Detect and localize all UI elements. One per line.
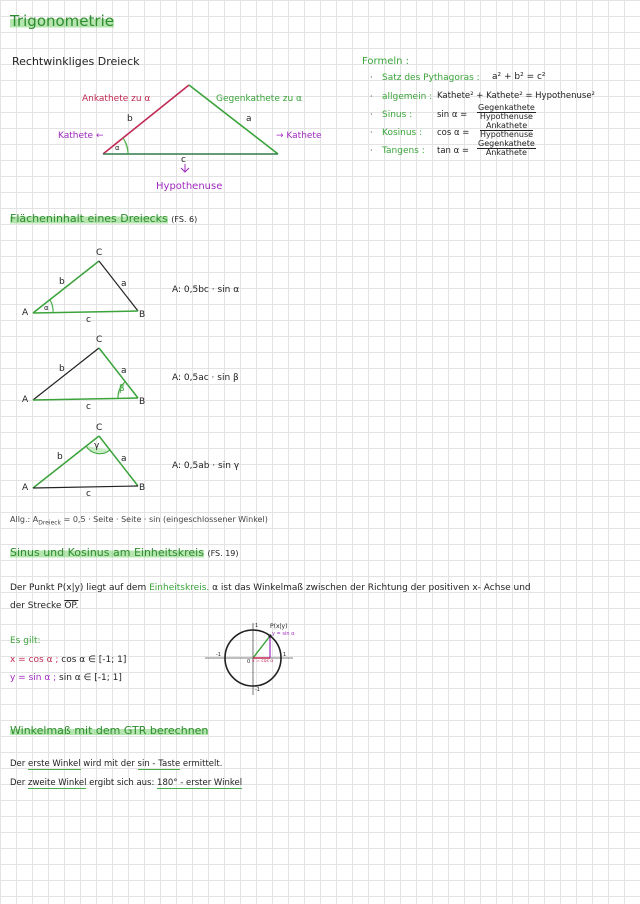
area-general-sub: Dreieck — [38, 519, 62, 527]
side-c-label: c — [181, 155, 186, 165]
t2-side-a-label: a — [121, 366, 127, 376]
unit-circle-heading-text: Sinus und Kosinus am Einheitskreis — [10, 546, 204, 559]
alpha-label: α — [115, 144, 120, 152]
gtr-line-1 — [10, 760, 222, 769]
bullet: · — [370, 92, 373, 101]
sin-range-rest: sin α ∈ [-1; 1] — [59, 673, 122, 683]
minus-one-bottom-label: -1 — [255, 687, 260, 693]
sin-numerator: Gegenkathete — [478, 103, 535, 112]
t1-side-c-label: c — [86, 315, 91, 325]
t2-vertex-a: A — [22, 395, 29, 405]
cos-denominator: Hypothenuse — [480, 130, 534, 139]
tan-numerator: Gegenkathete — [478, 139, 535, 148]
unit-circle-text-1: Der Punkt P(x|y) liegt auf dem — [10, 583, 147, 593]
cos-left: cos α = — [437, 128, 470, 138]
unit-circle-link: Einheitskreis. — [149, 583, 210, 593]
tan-denominator: Ankathete — [485, 148, 527, 157]
gtr-heading: Winkelmaß mit dem GTR berechnen — [10, 724, 209, 737]
t3-side-b-label: b — [57, 452, 63, 462]
tan-left: tan α = — [437, 146, 470, 156]
cos-label: Kosinus : — [382, 128, 423, 138]
unit-circle-heading-ref: (FS. 19) — [207, 549, 239, 558]
pythagoras-label: Satz des Pythagoras : — [382, 73, 480, 83]
t3-side-a-label: a — [121, 454, 127, 464]
t2-side-b-label: b — [59, 364, 65, 374]
area-formula-3: A: 0,5ab · sin γ — [172, 461, 240, 471]
kathete-left-label: Kathete ← — [58, 131, 104, 141]
pythagoras-value: a² + b² = c² — [492, 72, 546, 82]
area-heading-ref: (FS. 6) — [171, 215, 198, 224]
bullet: · — [370, 110, 373, 119]
general-value: Kathete² + Kathete² = Hypothenuse² — [437, 91, 595, 101]
gtr-line1-u2: sin - Taste — [137, 759, 181, 769]
gtr-line1-a: Der — [10, 759, 26, 769]
area-formula-1: A: 0,5bc · sin α — [172, 285, 240, 295]
page-title: Trigonometrie — [10, 12, 114, 30]
bullet: · — [370, 128, 373, 137]
t3-vertex-b: B — [139, 483, 146, 493]
radius-op — [253, 636, 270, 658]
y-sin-label: y = sin α — [272, 631, 295, 637]
t2-vertex-c: C — [96, 335, 103, 345]
gtr-line2-u: zweite Winkel — [27, 778, 87, 788]
zero-label: 0 — [247, 659, 251, 665]
kathete-right-label: → Kathete — [276, 131, 322, 141]
bullet: · — [370, 146, 373, 155]
gtr-line2-u2: 180° - erster Winkel — [157, 778, 243, 788]
t1-side-a-label: a — [121, 279, 127, 289]
t3-vertex-a: A — [22, 483, 29, 493]
one-right-label: 1 — [283, 652, 287, 658]
gtr-line-2 — [10, 779, 242, 788]
x-cos-label: x = cos α — [252, 659, 274, 664]
gtr-line2-a: Der — [10, 778, 26, 788]
side-b-label: b — [127, 114, 133, 124]
formulas-heading: Formeln : — [362, 56, 410, 67]
t1-side-b-label: b — [59, 277, 65, 287]
gtr-line1-c: ermittelt. — [182, 759, 223, 769]
t1-alpha-label: α — [44, 304, 49, 312]
area-heading-text: Flächeninhalt eines Dreiecks — [10, 212, 168, 225]
sin-denominator: Hypothenuse — [479, 112, 533, 121]
unit-circle-op: OP. — [64, 601, 79, 611]
right-triangle-heading: Rechtwinkliges Dreieck — [12, 55, 140, 68]
es-gilt: Es gilt: — [10, 636, 41, 646]
unit-circle-text-2: α ist das Winkelmaß zwischen der Richtung der positiven x- Achse und — [212, 583, 531, 593]
t3-side-c-label: c — [86, 489, 91, 499]
t1-vertex-a: A — [22, 308, 29, 318]
t3-vertex-c: C — [96, 423, 103, 433]
tan-label: Tangens : — [382, 146, 425, 156]
point-p-label: P(x|y) — [270, 623, 288, 630]
cos-range-colored: x = cos α ; — [10, 655, 59, 665]
gtr-line2-b: ergibt sich aus: — [89, 778, 155, 788]
unit-circle-text-3: der Strecke — [10, 601, 62, 611]
hypotenuse-label: Hypothenuse — [156, 181, 223, 192]
t1-vertex-c: C — [96, 248, 103, 258]
t1-vertex-b: B — [139, 310, 146, 320]
gtr-line1-b: wird mit der — [83, 759, 135, 769]
t2-beta-label: β — [119, 384, 125, 394]
sin-range-colored: y = sin α ; — [10, 673, 57, 683]
bullet: · — [370, 73, 373, 82]
ankathete-label: Ankathete zu α — [82, 94, 151, 104]
t2-side-c-label: c — [86, 402, 91, 412]
cos-numerator: Ankathete — [480, 122, 533, 131]
area-formula-2: A: 0,5ac · sin β — [172, 373, 239, 383]
cos-range-rest: cos α ∈ [-1; 1] — [61, 655, 127, 665]
one-top-label: 1 — [255, 623, 259, 629]
side-a-label: a — [246, 114, 252, 124]
general-label: allgemein : — [382, 92, 433, 102]
sin-label: Sinus : — [382, 110, 413, 120]
area-general-rest: = 0,5 · Seite · Seite · sin (eingeschlossener Winkel) — [63, 515, 268, 524]
gtr-line1-u: erste Winkel — [27, 759, 81, 769]
area-general-prefix: Allg.: A — [10, 515, 39, 524]
gegenkathete-label: Gegenkathete zu α — [216, 94, 302, 104]
t2-vertex-b: B — [139, 397, 146, 407]
sin-left: sin α = — [437, 110, 468, 120]
minus-one-left-label: -1 — [216, 652, 221, 658]
t3-gamma-label: γ — [94, 441, 100, 451]
